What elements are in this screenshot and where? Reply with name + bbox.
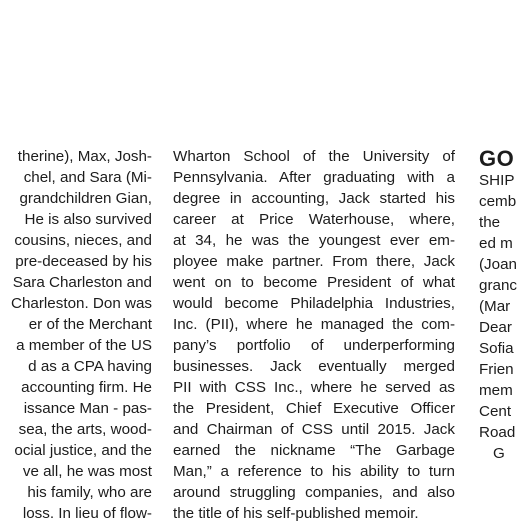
left-column-line: issance Man - pas- [23,400,152,417]
right-column-line: (Mar [479,298,511,315]
middle-column-line: Inc. (PII), where he managed the com- [173,316,455,333]
middle-column-line: Wharton School of the University of [173,148,455,165]
middle-column-line: pany’s portfolio of underperforming [173,337,455,354]
left-column-line: er of the Merchant [28,316,152,333]
left-column-line: cousins, nieces, and [14,232,152,249]
middle-column-line: Man,” a reference to his ability to turn [173,463,455,480]
middle-column [173,146,455,524]
middle-column-line: at 34, he was the youngest ever em- [173,232,455,249]
left-column-line: a member of the US [16,337,152,354]
left-column-line: ve all, he was most [22,463,152,480]
middle-column-line: career at Price Waterhouse, where, [173,211,455,228]
left-column-line: chel, and Sara (Mi- [23,169,152,186]
left-column [11,146,152,524]
right-column-line: Frien [479,361,514,378]
right-column-line: Cent [479,403,512,420]
left-column-line: therine), Max, Josh- [17,148,152,165]
left-column-line: sea, the arts, wood- [18,421,152,438]
left-column-line: his family, who are [27,484,152,501]
right-column-line: cemb [479,193,517,210]
middle-column-line: businesses. Jack eventually merged [173,358,455,375]
right-column-line: granc [479,277,517,294]
middle-column-line: Pennsylvania. After graduating with a [173,169,455,186]
middle-column-line: PII with CSS Inc., where he served as [173,379,455,396]
right-column-lines [479,170,517,464]
left-column-line: loss. In lieu of flow- [22,505,152,522]
right-column-line: G [493,445,505,462]
middle-column-line: ployee make partner. From there, Jack [173,253,455,270]
right-column-line: Sofia [479,340,514,357]
right-column-line: the [479,214,501,231]
left-column-line: Sara Charleston and [12,274,152,291]
right-column-line: mem [479,382,513,399]
left-column-line: accounting firm. He [21,379,152,396]
right-column-line: SHIP [479,172,515,189]
middle-column-line: and Chairman of CSS until 2015. Jack [173,421,455,438]
right-column-line: ed m [479,235,513,252]
left-column-line: grandchildren Gian, [19,190,152,207]
right-column-line: Road [479,424,516,441]
right-column [479,146,517,464]
left-column-line: ocial justice, and the [14,442,152,459]
left-column-line: pre-deceased by his [15,253,152,270]
right-column-line: (Joan [479,256,517,273]
middle-column-line: went on to become President of what [173,274,455,291]
middle-column-line: degree in accounting, Jack started his [173,190,455,207]
left-column-line: He is also survived [24,211,152,228]
middle-column-line: would become Philadelphia Industries, [173,295,455,312]
right-column-line: Dear [479,319,512,336]
middle-column-line: the title of his self-published memoir. [173,505,419,522]
middle-column-line: around struggling companies, and also [173,484,455,501]
left-column-line: Charleston. Don was [11,295,152,312]
middle-column-line: earned the nickname “The Garbage [173,442,455,459]
obituary-headline: GO [479,146,515,171]
left-column-line: d as a CPA having [28,358,152,375]
middle-column-line: the President, Chief Executive Officer [173,400,455,417]
